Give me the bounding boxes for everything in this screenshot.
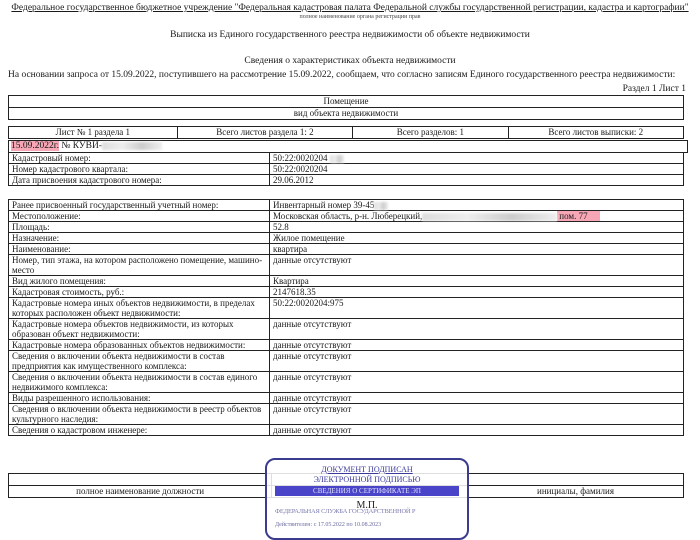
sheet-number: Лист № 1 раздела 1 xyxy=(9,127,178,139)
stamp-certificate-header: СВЕДЕНИЯ О СЕРТИФИКАТЕ ЭП xyxy=(275,486,459,496)
stamp-line1: ДОКУМЕНТ ПОДПИСАН xyxy=(321,465,413,474)
table-row xyxy=(9,164,684,175)
redacted-block xyxy=(422,213,557,221)
intro-text: На основании запроса от 15.09.2022, поступившего на рассмотрение 15.09.2022, сообщаем, что согласно записям Единого государственного реестра недвижимости: xyxy=(8,70,676,80)
table-row xyxy=(9,255,684,276)
row-value: данные отсутствуют xyxy=(270,351,684,372)
name-caption: инициалы, фамилия xyxy=(468,486,684,498)
row-label: Виды разрешенного использования: xyxy=(9,393,270,404)
row-label: Ранее присвоенный государственный учетный номер: xyxy=(9,200,270,211)
row-label: Площадь: xyxy=(9,222,270,233)
object-type-table xyxy=(8,95,684,120)
table-row xyxy=(9,372,684,393)
row-value: данные отсутствуют xyxy=(270,340,684,351)
sheet-info-table xyxy=(8,126,684,139)
redacted-block xyxy=(374,202,388,210)
table-row xyxy=(9,244,684,255)
row-label: Кадастровая стоимость, руб.: xyxy=(9,287,270,298)
object-type: Помещение xyxy=(9,96,684,108)
row-value: 2147618.35 xyxy=(270,287,684,298)
row-value: 29.06.2012 xyxy=(270,175,684,186)
table-row xyxy=(9,153,684,164)
table-row xyxy=(9,298,684,319)
stamp-owner: ФЕДЕРАЛЬНАЯ СЛУЖБА ГОСУДАРСТВЕННОЙ Р xyxy=(275,508,416,515)
row-label: Вид жилого помещения: xyxy=(9,276,270,287)
organization-caption: полное наименование органа регистрации прав xyxy=(299,14,421,20)
position-caption: полное наименование должности xyxy=(9,486,272,498)
name-cell xyxy=(468,474,684,486)
table-row xyxy=(9,287,684,298)
row-value: Жилое помещение xyxy=(270,233,684,244)
row-value: данные отсутствуют xyxy=(270,425,684,436)
row-value: данные отсутствуют xyxy=(270,255,684,276)
table-row xyxy=(9,351,684,372)
apartment-number: пом. 77 xyxy=(557,211,599,221)
table-row xyxy=(9,233,684,244)
stamp-line2: ЭЛЕКТРОННОЙ ПОДПИСЬЮ xyxy=(313,475,421,484)
row-label: Наименование: xyxy=(9,244,270,255)
redacted-block xyxy=(102,142,162,150)
organization-name: Федеральное государственное бюджетное учреждение "Федеральная кадастровая палата Федеральной службы государственной регистрации, кадастра и картографии" xyxy=(11,3,689,13)
table-row xyxy=(9,404,684,425)
row-value: 50:22:0020204 xyxy=(270,153,684,164)
table-row xyxy=(9,340,684,351)
row-value: данные отсутствуют xyxy=(270,404,684,425)
table-row xyxy=(9,276,684,287)
row-value: данные отсутствуют xyxy=(270,319,684,340)
object-type-caption: вид объекта недвижимости xyxy=(9,108,684,120)
table-row xyxy=(9,319,684,340)
seal-mark: М.П. xyxy=(356,500,378,511)
table-row xyxy=(9,222,684,233)
table-row xyxy=(9,200,684,211)
redacted-block xyxy=(330,155,344,163)
row-label: Сведения о включении объекта недвижимости в реестр объектов культурного наследия: xyxy=(9,404,270,425)
row-label: Номер кадастрового квартала: xyxy=(9,164,270,175)
document-title: Выписка из Единого государственного реестра недвижимости об объекте недвижимости xyxy=(170,30,530,40)
row-label: Местоположение: xyxy=(9,211,270,222)
table-row xyxy=(9,211,684,222)
row-value: Инвентарный номер 39-45 xyxy=(270,200,684,211)
row-label: Сведения о кадастровом инженере: xyxy=(9,425,270,436)
section-reference: Раздел 1 Лист 1 xyxy=(622,84,686,94)
table-row xyxy=(9,175,684,186)
row-value: квартира xyxy=(270,244,684,255)
row-label: Кадастровый номер: xyxy=(9,153,270,164)
row-label: Дата присвоения кадастрового номера: xyxy=(9,175,270,186)
cadastral-table xyxy=(8,152,684,186)
row-label: Сведения о включении объекта недвижимости в состав предприятия как имущественного комплекса: xyxy=(9,351,270,372)
position-cell xyxy=(9,474,272,486)
document-subtitle: Сведения о характеристиках объекта недвижимости xyxy=(244,56,456,66)
row-value: Московская область, р-н. Люберецкий, пом. 77 xyxy=(270,211,684,222)
row-label: Кадастровые номера образованных объектов недвижимости: xyxy=(9,340,270,351)
row-value: 52.8 xyxy=(270,222,684,233)
row-value: Квартира xyxy=(270,276,684,287)
table-row xyxy=(9,425,684,436)
stamp-validity: Действителен: с 17.05.2022 по 10.08.2023 xyxy=(275,522,382,528)
table-row xyxy=(9,393,684,404)
request-date: 15.09.2022г. xyxy=(11,141,59,151)
row-label: Назначение: xyxy=(9,233,270,244)
total-sheets: Всего листов выписки: 2 xyxy=(508,127,684,139)
total-sections: Всего разделов: 1 xyxy=(353,127,508,139)
request-number: № КУВИ- xyxy=(61,141,102,151)
row-label: Номер, тип этажа, на котором расположено помещение, машино-место xyxy=(9,255,270,276)
row-label: Кадастровые номера объектов недвижимости, из которых образован объект недвижимости: xyxy=(9,319,270,340)
row-label: Кадастровые номера иных объектов недвижимости, в пределах которых расположен объект недвижимости: xyxy=(9,298,270,319)
row-value: 50:22:0020204 xyxy=(270,164,684,175)
row-label: Сведения о включении объекта недвижимости в состав единого недвижимого комплекса: xyxy=(9,372,270,393)
electronic-signature-stamp xyxy=(265,458,469,540)
row-value: данные отсутствуют xyxy=(270,372,684,393)
row-value: 50:22:0020204:975 xyxy=(270,298,684,319)
row-value: данные отсутствуют xyxy=(270,393,684,404)
characteristics-table xyxy=(8,199,684,436)
total-sheets-section: Всего листов раздела 1: 2 xyxy=(177,127,353,139)
